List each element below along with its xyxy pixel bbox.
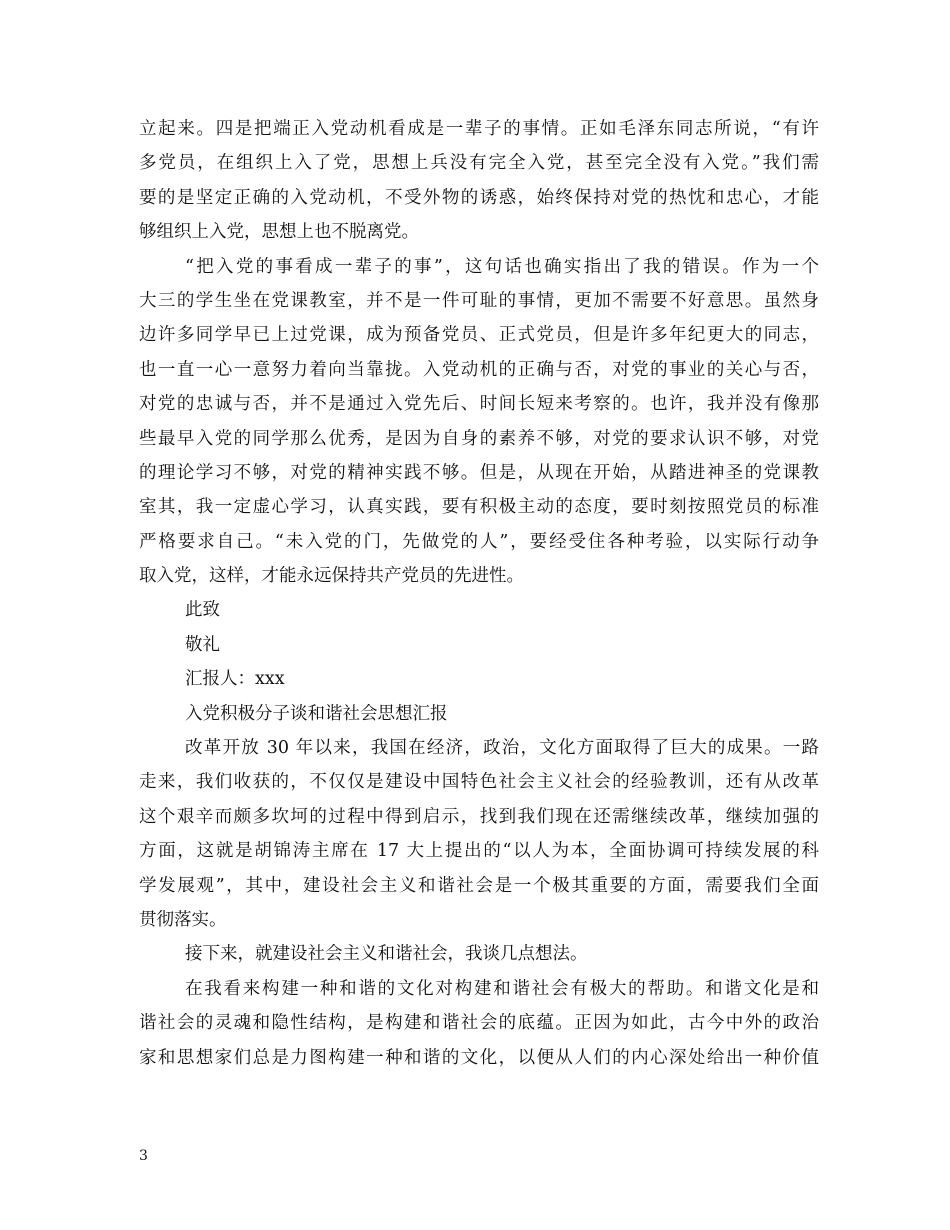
text-line: 学发展观”，其中，建设社会主义和谐社会是一个极其重要的方面，需要我们全面 (139, 875, 819, 896)
text-line: 大三的学生坐在党课教室，并不是一件可耻的事情，更加不需要不好意思。虽然身 (139, 290, 819, 311)
text-line: 这个艰辛而颇多坎坷的过程中得到启示，找到我们现在还需继续改革，继续加强的 (139, 806, 819, 827)
text-line: 立起来。四是把端正入党动机看成是一辈子的事情。正如毛泽东同志所说，“有许 (139, 119, 819, 139)
reporter-line: 汇报人：xxx (185, 669, 285, 690)
document-body (139, 112, 819, 1075)
text-line: 室其，我一定虚心学习，认真实践，要有积极主动的态度，要时刻按照党员的标准 (139, 497, 819, 518)
paragraph-start-line: 在我看来构建一种和谐的文化对构建和谐社会有极大的帮助。和谐文化是和 (185, 978, 819, 999)
text-line: 也一直一心一意努力着向当靠拢。入党动机的正确与否，对党的事业的关心与否， (139, 359, 819, 380)
text-line: 方面，这就是胡锦涛主席在 17 大上提出的“以人为本，全面协调可持续发展的科 (139, 841, 819, 862)
text-line: 的理论学习不够，对党的精神实践不够。但是，从现在开始，从踏进神圣的党课教 (139, 462, 819, 483)
section-title: 入党积极分子谈和谐社会思想汇报 (185, 703, 448, 724)
text-line: 够组织上入党，思想上也不脱离党。 (139, 222, 419, 243)
text-line: 谐社会的灵魂和隐性结构，是构建和谐社会的底蕴。正因为如此，古今中外的政治 (139, 1013, 819, 1034)
text-line: 多党员，在组织上入了党，思想上兵没有完全入党，甚至完全没有入党。”我们需 (139, 153, 819, 174)
text-line: 走来，我们收获的，不仅仅是建设中国特色社会主义社会的经验教训，还有从改革 (139, 772, 819, 793)
text-line: 严格要求自己。“未入党的门，先做党的人”，要经受住各种考验，以实际行动争 (139, 531, 819, 552)
text-line: 取入党，这样，才能永远保持共产党员的先进性。 (139, 566, 524, 587)
text-line: 边许多同学早已上过党课，成为预备党员、正式党员，但是许多年纪更大的同志， (139, 325, 819, 346)
text-line: 贯彻落实。 (139, 909, 227, 930)
paragraph-line: 接下来，就建设社会主义和谐社会，我谈几点想法。 (185, 944, 588, 965)
closing-line: 此致 (185, 600, 220, 621)
paragraph-start-line: “把入党的事看成一辈子的事”，这句话也确实指出了我的错误。作为一个 (185, 256, 819, 277)
text-line: 家和思想家们总是力图构建一种和谐的文化，以便从人们的内心深处给出一种价值 (139, 1047, 819, 1068)
text-line: 些最早入党的同学那么优秀，是因为自身的素养不够，对党的要求认识不够，对党 (139, 428, 819, 449)
salutation-line: 敬礼 (185, 634, 220, 655)
paragraph-start-line: 改革开放 30 年以来，我国在经济，政治，文化方面取得了巨大的成果。一路 (185, 738, 819, 759)
page-number: 3 (139, 1148, 148, 1164)
text-line: 要的是坚定正确的入党动机，不受外物的诱惑，始终保持对党的热忱和忠心，才能 (139, 187, 819, 208)
text-line: 对党的忠诚与否，并不是通过入党先后、时间长短来考察的。也许，我并没有像那 (139, 394, 819, 415)
